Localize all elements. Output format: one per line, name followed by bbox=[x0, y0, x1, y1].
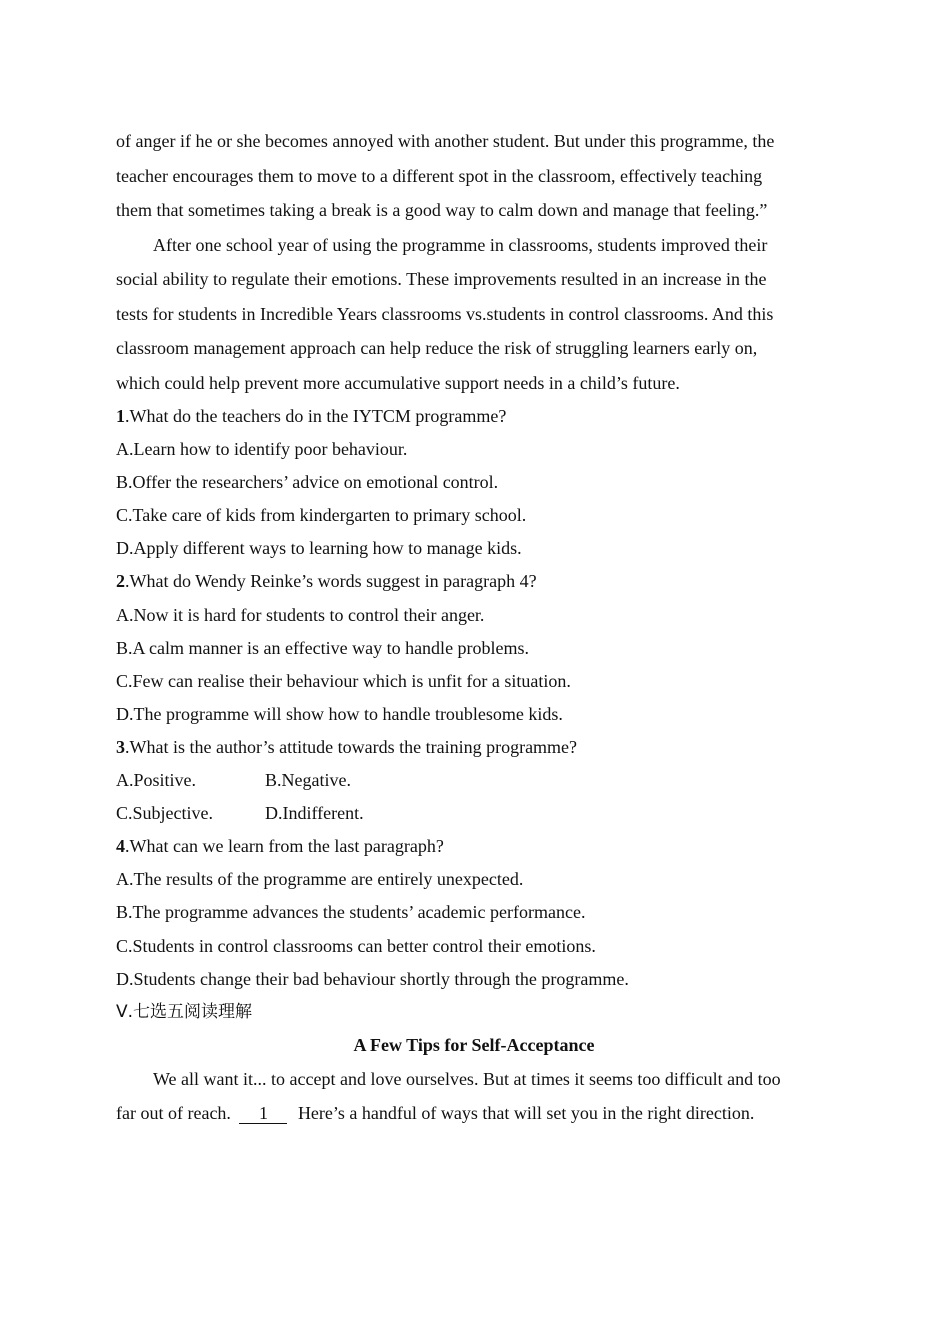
text-line: We all want it... to accept and love ourselves. But at times it seems too difficult and too bbox=[153, 1068, 781, 1089]
question-number: 1 bbox=[116, 406, 125, 426]
question-text: .What can we learn from the last paragraph? bbox=[125, 836, 444, 857]
question-3 bbox=[116, 731, 832, 830]
question-number: 2 bbox=[116, 571, 125, 592]
answer-option: B.Negative. bbox=[265, 770, 351, 791]
answer-option: A.Learn how to identify poor behaviour. bbox=[116, 439, 408, 460]
question-text: .What do the teachers do in the IYTCM programme? bbox=[125, 406, 507, 426]
answer-option: D.Students change their bad behaviour shortly through the programme. bbox=[116, 968, 629, 989]
answer-option: C.Take care of kids from kindergarten to primary school. bbox=[116, 505, 527, 526]
question-text: .What is the author’s attitude towards the training programme? bbox=[125, 736, 578, 757]
passage-paragraph-3 bbox=[116, 124, 832, 228]
text-line: social ability to regulate their emotions. These improvements resulted in an increase in the bbox=[116, 269, 767, 289]
question-4 bbox=[116, 830, 832, 995]
text-line: which could help prevent more accumulative support needs in a child’s future. bbox=[116, 372, 680, 393]
answer-option: C.Students in control classrooms can better control their emotions. bbox=[116, 935, 596, 956]
text-line: classroom management approach can help reduce the risk of struggling learners early on, bbox=[116, 338, 758, 358]
text-fragment: Here’s a handful of ways that will set you in the right direction. bbox=[297, 1103, 755, 1124]
answer-option-row bbox=[116, 797, 832, 830]
text-line: After one school year of using the programme in classrooms, students improved their bbox=[153, 234, 768, 255]
fill-blank[interactable]: 1 bbox=[239, 1103, 287, 1124]
answer-option: D.Apply different ways to learning how to manage kids. bbox=[116, 538, 522, 559]
text-fragment: far out of reach. bbox=[116, 1103, 231, 1124]
passage-title: A Few Tips for Self-Acceptance bbox=[353, 1034, 595, 1055]
answer-option: A.Positive. bbox=[116, 770, 197, 791]
text-line: of anger if he or she becomes annoyed with another student. But under this programme, the bbox=[116, 131, 775, 151]
question-stem bbox=[116, 565, 832, 598]
answer-option: B.Offer the researchers’ advice on emotional control. bbox=[116, 472, 499, 493]
answer-option: C.Subjective. bbox=[116, 803, 213, 824]
answer-option-row bbox=[116, 764, 832, 797]
text-line bbox=[116, 1096, 832, 1131]
answer-option: D.The programme will show how to handle troublesome kids. bbox=[116, 703, 563, 724]
question-2 bbox=[116, 565, 832, 730]
answer-option: D.Indifferent. bbox=[265, 803, 364, 824]
question-stem bbox=[116, 830, 832, 863]
text-line: them that sometimes taking a break is a good way to calm down and manage that feeling.” bbox=[116, 200, 768, 220]
page-content bbox=[116, 124, 832, 1131]
question-number: 4 bbox=[116, 836, 125, 857]
answer-option: B.A calm manner is an effective way to handle problems. bbox=[116, 637, 530, 658]
answer-option: C.Few can realise their behaviour which is unfit for a situation. bbox=[116, 670, 571, 691]
text-line: teacher encourages them to move to a different spot in the classroom, effectively teaching bbox=[116, 165, 763, 186]
question-stem bbox=[116, 731, 832, 764]
question-text: .What do Wendy Reinke’s words suggest in paragraph 4? bbox=[125, 571, 537, 592]
passage-paragraph-4 bbox=[116, 228, 832, 401]
question-1 bbox=[116, 400, 832, 565]
answer-option: A.Now it is hard for students to control their anger. bbox=[116, 604, 485, 625]
question-number: 3 bbox=[116, 736, 125, 757]
question-stem bbox=[116, 400, 832, 433]
section-heading: Ⅴ.七选五阅读理解 bbox=[116, 1001, 253, 1022]
text-line: tests for students in Incredible Years classrooms vs.students in control classrooms. And this bbox=[116, 303, 774, 324]
answer-option: A.The results of the programme are entirely unexpected. bbox=[116, 869, 524, 890]
answer-option: B.The programme advances the students’ academic performance. bbox=[116, 902, 586, 923]
